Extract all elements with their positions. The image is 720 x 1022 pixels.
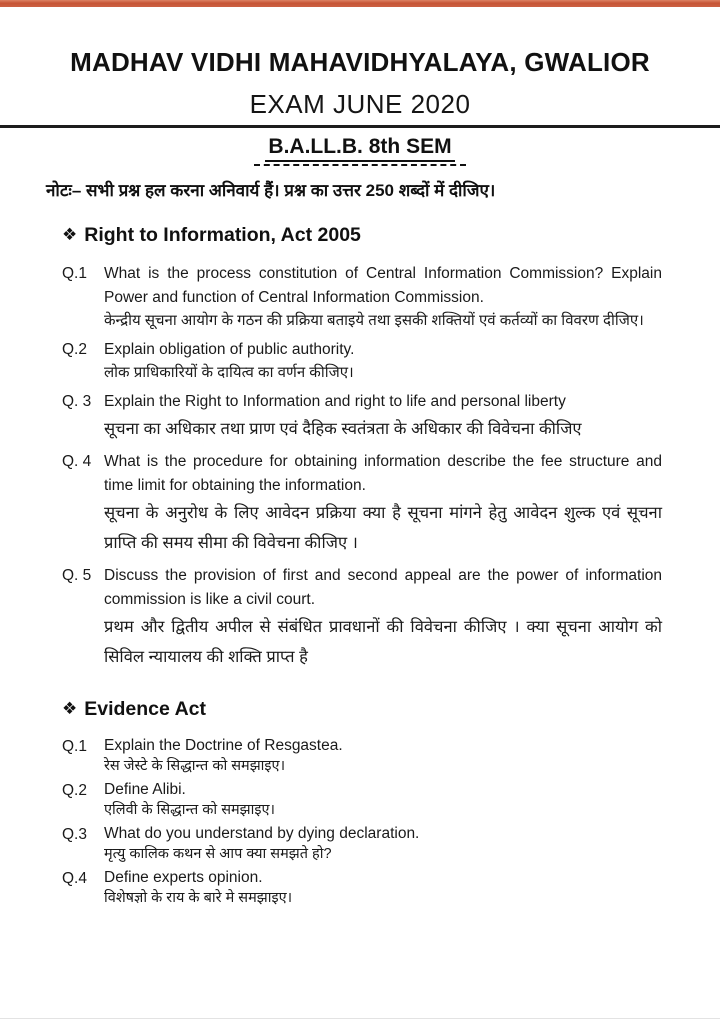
- diamond-bullet-icon: ❖: [62, 699, 78, 718]
- question-number: Q.1: [62, 738, 87, 755]
- double-rule-divider: [0, 125, 720, 128]
- question-hindi: एलिवी के सिद्धान्त को समझाइए।: [104, 802, 276, 818]
- question-number: Q.2: [62, 341, 87, 358]
- question-row: [62, 735, 676, 776]
- question-text: [104, 823, 662, 864]
- question-hindi: प्रथम और द्वितीय अपील से संबंधित प्रावधानों की विवेचना कीजिए । क्या सूचना आयोग को सिविल न्यायालय की शक्ति प्राप्त है: [104, 618, 662, 666]
- question-row: [62, 450, 676, 558]
- paper-content: [0, 179, 720, 908]
- question-english: Explain the Right to Information and right to life and personal liberty: [104, 393, 566, 410]
- question-number: Q. 4: [62, 453, 92, 470]
- question-hindi: लोक प्राधिकारियों के दायित्व का वर्णन कीजिए।: [104, 364, 354, 381]
- question-text: [104, 779, 662, 820]
- question-number: Q. 3: [62, 393, 92, 410]
- question-row: [62, 779, 676, 820]
- question-hindi: विशेषज्ञो के राय के बारे मे समझाइए।: [104, 890, 293, 906]
- question-text: [104, 867, 662, 908]
- question-english: Explain obligation of public authority.: [104, 341, 355, 358]
- question-text: [104, 735, 662, 776]
- exam-note: नोटः– सभी प्रश्न हल करना अनिवार्य हैं। प्रश्न का उत्तर 250 शब्दों में दीजिए।: [46, 181, 496, 200]
- question-text: [104, 262, 662, 332]
- semester-wrap: [0, 135, 720, 166]
- question-number: Q.2: [62, 782, 87, 799]
- question-english: Define experts opinion.: [104, 869, 263, 886]
- question-number: Q. 5: [62, 567, 92, 584]
- college-name: MADHAV VIDHI MAHAVIDHYALAYA, GWALIOR: [70, 47, 650, 77]
- question-english: What do you understand by dying declaration.: [104, 825, 420, 842]
- question-text: [104, 450, 662, 558]
- question-english: Discuss the provision of first and second appeal are the power of information commission is like a civil court.: [104, 567, 662, 608]
- semester-title: B.A.LL.B. 8th SEM: [265, 135, 454, 162]
- question-text: [104, 338, 662, 384]
- section-title-text: Evidence Act: [84, 698, 206, 720]
- top-accent-bar: [0, 0, 720, 7]
- question-hindi: केन्द्रीय सूचना आयोग के गठन की प्रक्रिया बताइये तथा इसकी शक्तियों एवं कर्तव्यों का विवरण दीजिए।: [104, 312, 644, 329]
- question-english: What is the process constitution of Central Information Commission? Explain Power and function of Central Information Commission.: [104, 265, 662, 306]
- bottom-edge-line: [0, 1018, 720, 1019]
- question-hindi: सूचना का अधिकार तथा प्राण एवं दैहिक स्वतंत्रता के अधिकार की विवेचना कीजिए: [104, 420, 582, 438]
- question-row: [62, 262, 676, 332]
- section: [62, 698, 676, 908]
- section-title-text: Right to Information, Act 2005: [84, 224, 361, 246]
- question-hindi: मृत्यु कालिक कथन से आप क्या समझते हो?: [104, 846, 332, 862]
- question-text: [104, 564, 662, 672]
- question-english: Define Alibi.: [104, 781, 186, 798]
- diamond-bullet-icon: ❖: [62, 225, 78, 244]
- semester-dashed-underline: [254, 164, 466, 166]
- question-number: Q.3: [62, 826, 87, 843]
- question-row: [62, 867, 676, 908]
- question-row: [62, 338, 676, 384]
- question-row: [62, 564, 676, 672]
- question-hindi: सूचना के अनुरोध के लिए आवेदन प्रक्रिया क्या है सूचना मांगने हेतु आवेदन शुल्क एवं सूचना प्राप्ति की समय सीमा की विवेचना कीजिए ।: [104, 504, 662, 552]
- question-row: [62, 823, 676, 864]
- question-text: [104, 390, 662, 444]
- exam-title: EXAM JUNE 2020: [249, 89, 471, 119]
- question-row: [62, 390, 676, 444]
- question-number: Q.4: [62, 870, 87, 887]
- paper-header: [0, 47, 720, 119]
- question-hindi: रेस जेस्टे के सिद्धान्त को समझाइए।: [104, 758, 286, 774]
- section-heading: [62, 698, 676, 721]
- section: [62, 224, 676, 672]
- sections: [46, 224, 676, 908]
- question-english: Explain the Doctrine of Resgastea.: [104, 737, 343, 754]
- question-number: Q.1: [62, 265, 87, 282]
- section-heading: [62, 224, 676, 247]
- question-english: What is the procedure for obtaining information describe the fee structure and time limit for obtaining the information.: [104, 453, 662, 494]
